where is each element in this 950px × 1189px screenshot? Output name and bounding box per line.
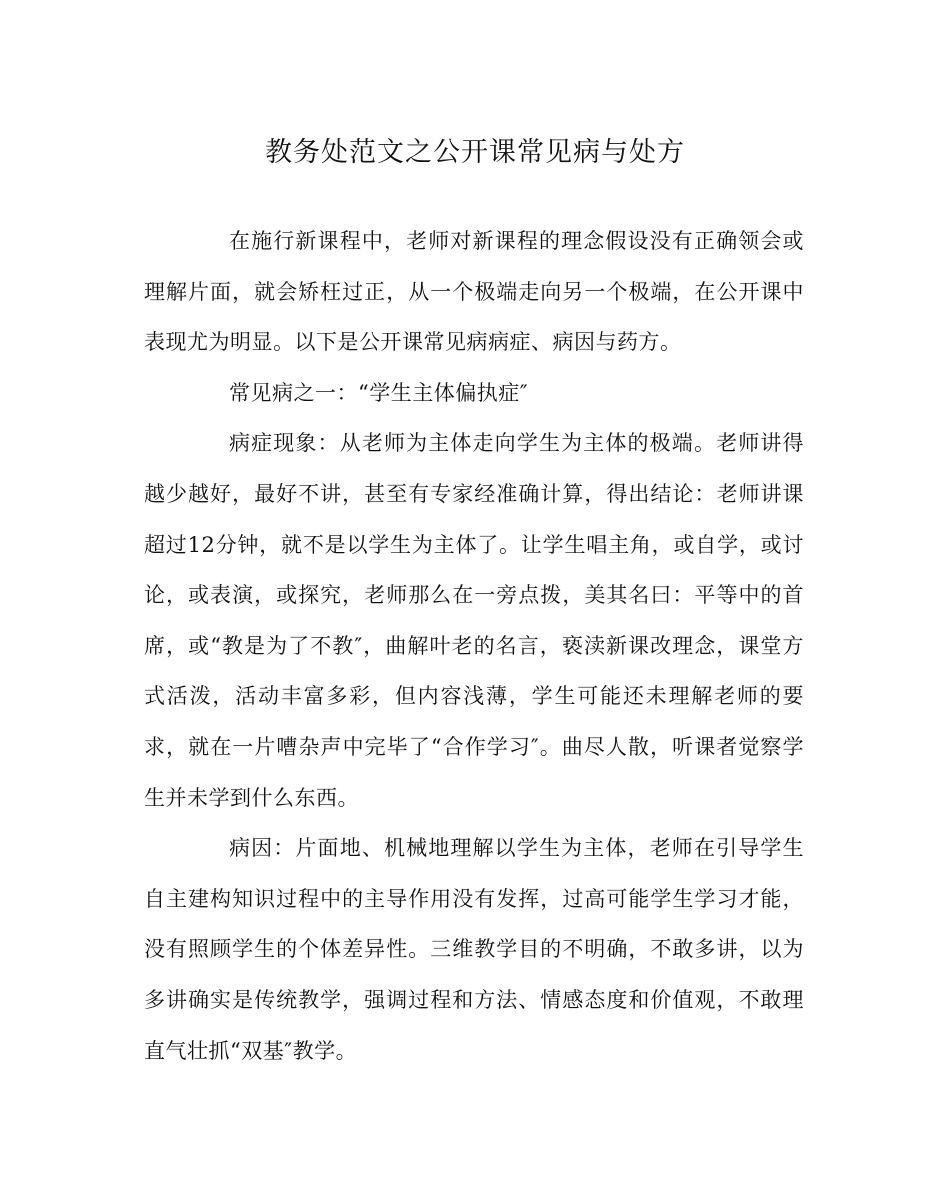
paragraph-symptoms: 病症现象：从老师为主体走向学生为主体的极端。老师讲得越少越好，最好不讲，甚至有专家经准确计算，得出结论：老师讲课超过12分钟，就不是以学生为主体了。让学生唱主角，或自学，或讨论，或表演，或探究，老师那么在一旁点拨，美其名曰：平等中的首席，或“教是为了不教″，曲解叶老的名言，亵渎新课改理念，课堂方式活泼，活动丰富多彩，但内容浅薄，学生可能还未理解老师的要求，就在一片嘈杂声中完毕了“合作学习″。曲尽人散，听课者觉察学生并未学到什么东西。: [144, 431, 804, 810]
paragraph-intro: 在施行新课程中，老师对新课程的理念假设没有正确领会或理解片面，就会矫枉过正，从一个极端走向另一个极端，在公开课中表现尤为明显。以下是公开课常见病病症、病因与药方。: [144, 229, 804, 355]
paragraph-heading-1: 常见病之一：“学生主体偏执症″: [229, 380, 529, 405]
paragraph-cause: 病因：片面地、机械地理解以学生为主体，老师在引导学生自主建构知识过程中的主导作用没有发挥，过高可能学生学习才能，没有照顾学生的个体差异性。三维教学目的不明确，不敢多讲，以为多讲确实是传统教学，强调过程和方法、情感态度和价值观，不敢理直气壮抓“双基″教学。: [144, 836, 804, 1063]
document-body: [144, 216, 804, 1076]
document-title: 教务处范文之公开课常见病与处方: [265, 137, 685, 168]
